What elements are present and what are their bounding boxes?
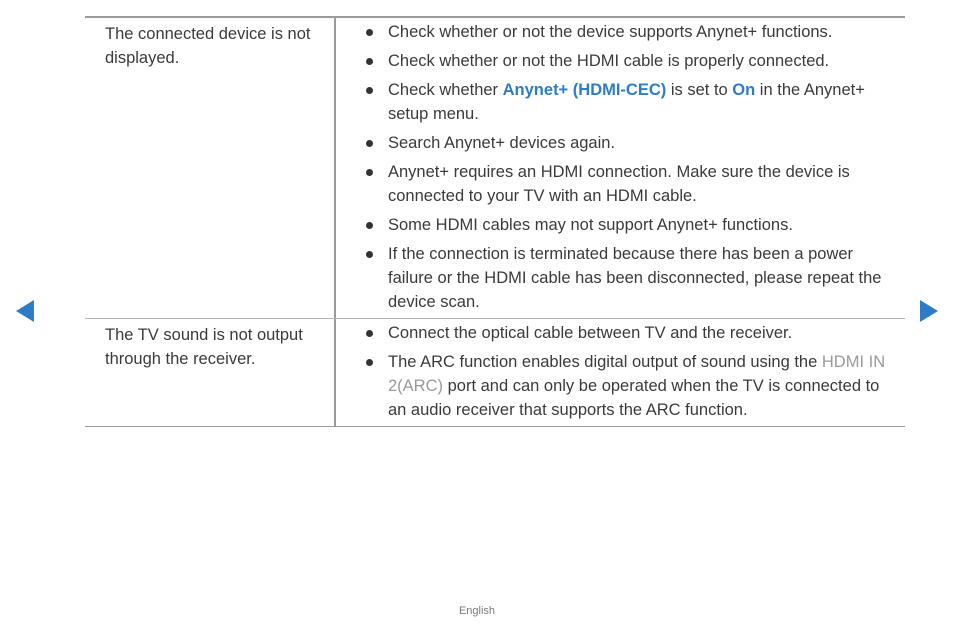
bullet-icon: [366, 87, 373, 94]
bullet-icon: [366, 222, 373, 229]
solution-text: Connect the optical cable between TV and the receiver.: [388, 324, 793, 342]
solution-list: [366, 321, 899, 422]
table-row: [85, 318, 905, 426]
bullet-icon: [366, 359, 373, 366]
solution-item: [366, 131, 899, 155]
solution-text: Some HDMI cables may not support Anynet+ functions.: [388, 216, 793, 234]
solution-item: [366, 49, 899, 73]
menu-option-highlight: On: [732, 81, 756, 99]
solution-item: [366, 350, 899, 422]
problem-cell: The TV sound is not output through the receiver.: [85, 319, 336, 426]
troubleshooting-table: [85, 16, 905, 427]
next-page-arrow-icon[interactable]: [920, 300, 938, 322]
solution-item: [366, 242, 899, 314]
solution-text: Check whether or not the device supports Anynet+ functions.: [388, 23, 833, 41]
bullet-icon: [366, 29, 373, 36]
problem-cell: The connected device is not displayed.: [85, 18, 336, 318]
solution-item: [366, 160, 899, 208]
bullet-icon: [366, 251, 373, 258]
solution-item: [366, 321, 899, 345]
solution-cell: [336, 18, 905, 318]
bullet-icon: [366, 169, 373, 176]
solution-text: The ARC function enables digital output of sound using the: [388, 353, 822, 371]
solution-text: Anynet+ requires an HDMI connection. Make sure the device is connected to your TV with an HDMI cable.: [388, 163, 850, 205]
solution-item: [366, 213, 899, 237]
solution-item: [366, 78, 899, 126]
solution-text: If the connection is terminated because there has been a power failure or the HDMI cable has been disconnected, please repeat the device scan.: [388, 245, 882, 311]
solution-text: port and can only be operated when the TV is connected to an audio receiver that supports the ARC function.: [388, 377, 880, 419]
solution-text: Search Anynet+ devices again.: [388, 134, 616, 152]
solution-list: [366, 20, 899, 314]
previous-page-arrow-icon[interactable]: [16, 300, 34, 322]
solution-text: Check whether or not the HDMI cable is properly connected.: [388, 52, 830, 70]
solution-cell: [336, 319, 905, 426]
table-row: [85, 18, 905, 318]
menu-option-highlight: Anynet+ (HDMI-CEC): [502, 81, 667, 99]
solution-text: Check whether: [388, 81, 503, 99]
solution-text: is set to: [666, 81, 733, 99]
solution-text: in the Anynet+ setup menu.: [388, 81, 865, 123]
bullet-icon: [366, 140, 373, 147]
footer-language: English: [458, 605, 496, 617]
solution-item: [366, 20, 899, 44]
bullet-icon: [366, 58, 373, 65]
port-name-highlight: HDMI IN 2(ARC): [388, 353, 886, 395]
bullet-icon: [366, 330, 373, 337]
